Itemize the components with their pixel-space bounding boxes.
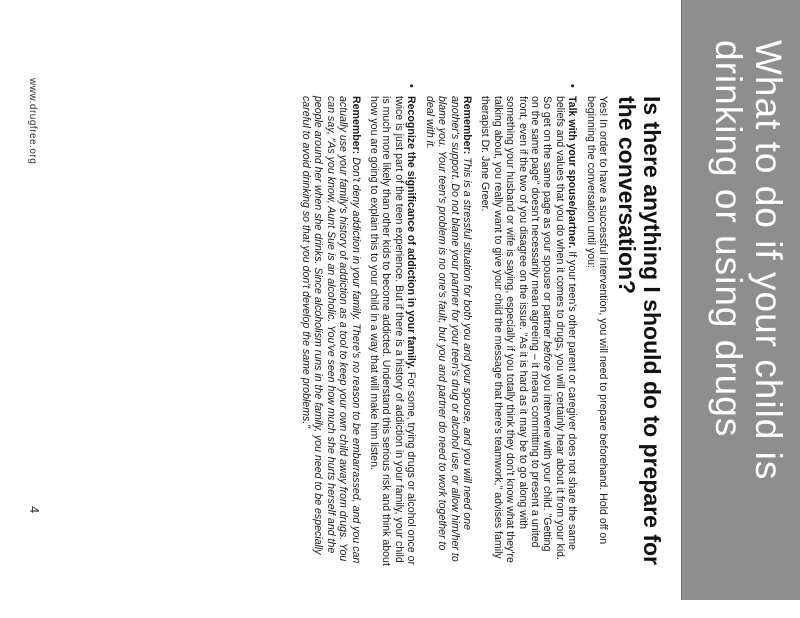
- remember-note-2: [300, 96, 362, 566]
- bullet-lead: Recognize the significance of addiction in your family.: [405, 96, 418, 369]
- bullet-icon: •: [566, 84, 579, 88]
- remember-text: This is a stressful situation for both you and your spouse, and you will need one another's support. Do not blame your partner for your teen's drug or alcohol use, or allow him/her to blame you. Your teen's problem is no one's fault, but you and partner do need to work together to deal with it.: [423, 96, 473, 562]
- title-banner: [681, 0, 800, 600]
- section-heading: Is there anything I should do to prepare for the conversation?: [614, 96, 665, 565]
- bullet-text: If your teen's other parent or caregiver does not share the same beliefs and values that you do when it comes to drugs, you will certainly hear about it from your kid. So get on the same page as your spouse or partner: [541, 96, 579, 561]
- intro-paragraph: Yes! In order to have a successful intervention, you will need to prepare beforehand. Hold off on beginning the conversation until you:: [584, 96, 609, 545]
- page-title: What to do if your child is drinking or using drugs: [708, 40, 789, 481]
- bullet-emphasis: before: [541, 341, 554, 372]
- bullet-recognize-addiction: [368, 84, 418, 566]
- remember-lead: Remember:: [460, 96, 473, 155]
- bullet-text-continued: you intervene with your child. "Getting on the same page" doesn't necessarily mean agreeing – it means committing to present a united front, even if the two of you disagree on the issue. "As it is hard as it may be to go along with something your husband or wife is saying, especially if you totally think they don't know what they're talking about, you really want to give your child the message that there's teamwork," advises family therapist Dr. Jane Greer.: [479, 96, 554, 563]
- page-number: 4: [27, 506, 42, 514]
- remember-note-1: [423, 96, 473, 566]
- bullet-text: For some, trying drugs or alcohol once or twice is just part of the teen experience. But if there is a history of addiction in your family, your child is much more likely than other kids to become addicted. Understand this serious risk and think about how you are going to explain this to your child in a way that will make him listen.: [368, 96, 418, 566]
- remember-text: Don't deny addiction in your family. There's no reason to be embarrassed, and you can actually use your family's history of addiction as a tool to keep your own child away from drugs. You can say, "As you know, Aunt Sue is an alcoholic. You've seen how much she hurts herself and the people around her when she drinks. Since alcoholism runs in the family, you need to be especially careful to avoid drinking so that you don't develop the same problems.": [300, 96, 362, 564]
- remember-lead: Remember:: [349, 96, 362, 155]
- main-content: [294, 84, 665, 566]
- bullet-talk-with-partner: [479, 84, 579, 566]
- footer-url: www.drugfree.org: [27, 78, 38, 165]
- bullet-lead: Talk with your spouse/partner.: [566, 96, 579, 249]
- bullet-icon: •: [405, 84, 418, 88]
